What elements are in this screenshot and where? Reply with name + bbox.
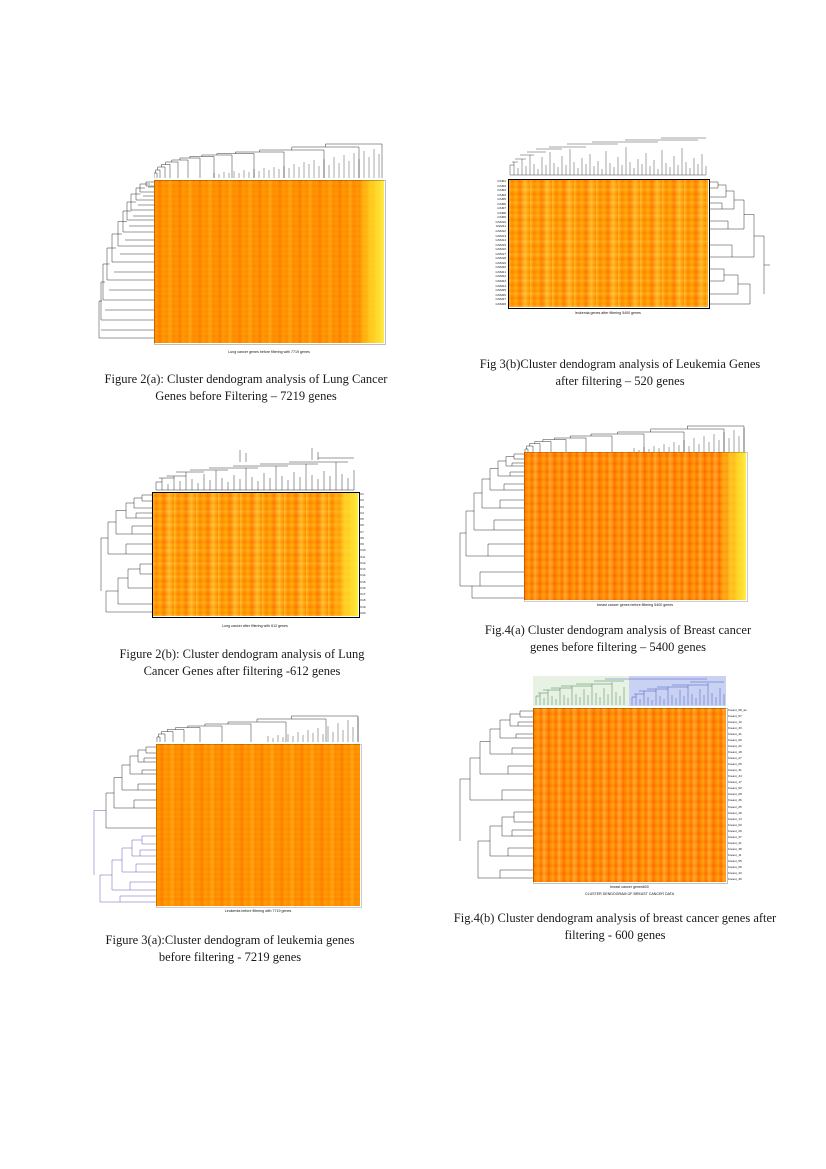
- col-label: X10: [360, 548, 366, 553]
- figure-2b-heatmap-frame: [152, 492, 360, 618]
- row-label: GSM2: [497, 183, 506, 188]
- figure-2a-plot: [96, 140, 396, 365]
- row-label: breast_57: [728, 714, 742, 719]
- row-label: breast_12: [728, 720, 742, 725]
- figure-2b: [92, 448, 392, 680]
- figure-3a-column-dendrogram: [156, 708, 360, 744]
- figure-3b-axis-caption: leukemia genes after filtering 5400 genes: [575, 311, 641, 315]
- row-label: breast_29: [728, 828, 742, 833]
- row-label: GSM23: [495, 279, 506, 284]
- row-label: GSM17: [495, 251, 506, 256]
- row-label: GSM20: [495, 265, 506, 270]
- figure-2a-column-dendrogram: [154, 140, 384, 180]
- col-label: X16: [360, 585, 366, 590]
- row-label: breast_08: [728, 792, 742, 797]
- row-label: GSM8: [497, 210, 506, 215]
- figure-4a-plot: [448, 418, 788, 616]
- figure-2b-caption: Figure 2(b): Cluster dendogram analysis of Lung Cancer Genes after filtering -612 genes: [119, 647, 365, 678]
- figure-3a-heatmap-frame: [156, 744, 362, 908]
- row-label: breast_22: [728, 744, 742, 749]
- row-label: GSM9: [497, 215, 506, 220]
- figure-3a-row-dendrogram: [86, 744, 156, 906]
- row-label: GSM21: [495, 269, 506, 274]
- figure-4b-heatmap-frame: [533, 708, 728, 884]
- figure-4b-row-dendrogram: [454, 708, 533, 882]
- row-label: breast_25: [728, 804, 742, 809]
- figure-3b: [460, 135, 780, 390]
- col-label: X14: [360, 573, 366, 578]
- figure-2b-axis-caption: Lung cancer after filtering with 612 genes: [222, 624, 288, 628]
- figure-2a-row-dendrogram: [98, 180, 154, 343]
- row-label: breast_03: [728, 822, 742, 827]
- row-label: GSM22: [495, 274, 506, 279]
- row-label: breast_47: [728, 834, 742, 839]
- figure-4b: [440, 672, 790, 944]
- figure-2a-caption: Figure 2(a): Cluster dendogram analysis of Lung Cancer Genes before Filtering – 7219 genes: [104, 372, 388, 403]
- row-label: GSM27: [495, 297, 506, 302]
- row-label: [748, 595, 782, 598]
- row-label: breast_58_ae: [728, 708, 747, 712]
- col-label: X19: [360, 604, 366, 609]
- row-label: breast_05: [728, 762, 742, 767]
- figure-4b-axis-caption: breast cancer genes600: [610, 885, 649, 889]
- row-label: breast_09: [728, 738, 742, 743]
- row-label: GSM11: [495, 224, 506, 229]
- row-label: GSM4: [497, 192, 506, 197]
- figure-3a-axis-caption: Leukemia before filtering with 7719 genes: [224, 909, 292, 913]
- row-label: breast_14: [728, 816, 742, 821]
- row-label: GSM13: [495, 233, 506, 238]
- figure-4a-column-dendrogram: [524, 422, 746, 456]
- col-label: X13: [360, 567, 366, 571]
- row-label: GSM14: [495, 238, 506, 243]
- figure-3a-caption: Figure 3(a):Cluster dendogram of leukemia genes before filtering - 7219 genes: [105, 933, 355, 964]
- row-label: breast_33: [728, 726, 742, 731]
- figure-3b-caption: Fig 3(b)Cluster dendogram analysis of Leukemia Genes after filtering – 520 genes: [479, 357, 761, 388]
- row-label: GSM1: [497, 179, 506, 183]
- row-label: GSM15: [495, 242, 506, 247]
- figure-4a-axis-caption: breast cancer genes before filtering 5400 genes: [596, 603, 674, 607]
- row-label: breast_52: [728, 786, 742, 791]
- col-label: X9: [360, 542, 364, 546]
- row-label: breast_41: [728, 732, 742, 737]
- figure-4a-heatmap-frame: [524, 452, 748, 602]
- figure-4b-column-dendrogram: [533, 676, 726, 706]
- figure-3b-heatmap-frame: [508, 179, 710, 309]
- row-label: breast_36: [728, 798, 742, 803]
- col-label: X3: [360, 504, 364, 509]
- figure-2a-axis-caption: Lung cancer genes before filtering with 7719 genes: [228, 350, 310, 354]
- col-label: X17: [360, 592, 366, 596]
- col-label: X4: [360, 510, 364, 515]
- row-label: breast_31: [728, 768, 742, 773]
- col-label: X18: [360, 598, 366, 603]
- figure-2b-plot: [92, 448, 392, 640]
- figure-4b-row-labels: [728, 709, 774, 881]
- figure-2a-heatmap-frame: [154, 180, 386, 345]
- row-label: GSM12: [495, 229, 506, 234]
- col-label: X11: [360, 554, 366, 559]
- col-label: X2: [360, 498, 364, 503]
- row-label: GSM28: [495, 301, 506, 306]
- row-label: breast_43: [728, 870, 742, 875]
- figure-3b-column-dendrogram: [508, 135, 708, 177]
- figure-3a-plot: [80, 706, 380, 918]
- row-label: breast_55: [728, 858, 742, 863]
- row-label: breast_44: [728, 774, 742, 779]
- col-label: X15: [360, 579, 366, 584]
- figure-3b-plot: [460, 135, 780, 350]
- col-label: X5: [360, 517, 364, 521]
- figure-4a: [448, 418, 788, 656]
- col-label: X7: [360, 529, 364, 534]
- row-label: GSM26: [495, 292, 506, 297]
- figure-4b-caption: Fig.4(b) Cluster dendogram analysis of breast cancer genes after filtering - 600 genes: [453, 911, 777, 942]
- col-label: X6: [360, 523, 364, 528]
- row-label: breast_18: [728, 750, 742, 755]
- figure-2b-column-dendrogram: [152, 448, 358, 492]
- col-label: X12: [360, 560, 366, 565]
- row-label: GSM10: [495, 219, 506, 224]
- figure-3a: [80, 706, 380, 966]
- col-label: X1: [360, 492, 364, 496]
- col-label: X20: [360, 610, 366, 615]
- row-label: breast_11: [728, 852, 742, 857]
- figure-2b-right-labels: [360, 493, 390, 615]
- row-label: GSM7: [497, 206, 506, 211]
- row-label: GSM25: [495, 288, 506, 293]
- row-label: [748, 501, 782, 504]
- figure-3b-row-dendrogram: [710, 179, 772, 307]
- figure-2b-row-dendrogram: [96, 492, 152, 616]
- col-label: X8: [360, 535, 364, 540]
- row-label: GSM18: [495, 256, 506, 261]
- row-label: GSM6: [497, 201, 506, 206]
- row-label: breast_30: [728, 876, 742, 881]
- figure-4b-axis-subcaption: CLUSTER DENDOGRAM OF BREAST CANCER DATA: [584, 892, 675, 896]
- row-label: breast_38: [728, 846, 742, 851]
- row-label: GSM3: [497, 188, 506, 193]
- row-label: breast_27: [728, 756, 742, 761]
- figure-4b-plot: [440, 672, 790, 904]
- row-label: GSM19: [495, 260, 506, 265]
- row-label: GSM16: [495, 247, 506, 252]
- row-label: [748, 548, 782, 551]
- figure-4a-right-labels: [748, 454, 782, 598]
- row-label: breast_06: [728, 864, 742, 869]
- row-label: GSM24: [495, 283, 506, 288]
- row-label: GSM5: [497, 197, 506, 202]
- row-label: breast_17: [728, 780, 742, 785]
- row-label: breast_49: [728, 810, 742, 815]
- row-label: [748, 454, 782, 457]
- figure-4a-row-dendrogram: [456, 452, 524, 600]
- figure-2a: [96, 140, 396, 405]
- figure-3b-row-labels: [486, 180, 506, 306]
- row-label: breast_21: [728, 840, 742, 845]
- figure-4a-caption: Fig.4(a) Cluster dendogram analysis of Breast cancer genes before filtering – 5400 genes: [484, 623, 752, 654]
